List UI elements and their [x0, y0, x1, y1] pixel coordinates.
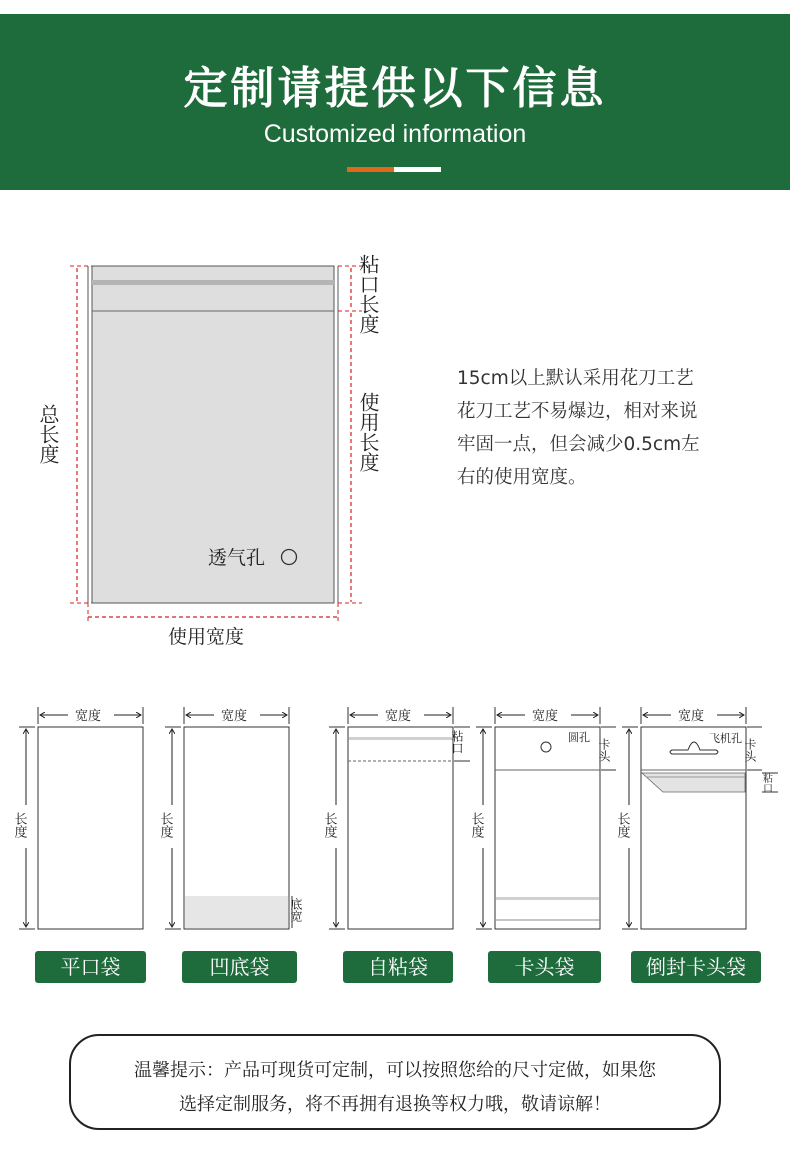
total-length-label: 总长度	[36, 404, 60, 464]
accent-bar-white	[394, 167, 441, 172]
page-subtitle: Customized information	[263, 120, 527, 148]
use-width-label: 使用宽度	[167, 626, 245, 648]
bag-header-length: 长度	[468, 812, 484, 838]
bag-gusset-length: 长度	[157, 812, 173, 838]
bag-type-label-reverse: 倒封卡头袋	[631, 951, 761, 983]
seal-length-label: 粘口长度	[356, 254, 380, 334]
tip-line-2: 选择定制服务，将不再拥有退换等权力哦，敬请谅解！	[179, 1094, 611, 1115]
bag-header-width: 宽度	[531, 709, 559, 724]
bag-reverse-width: 宽度	[677, 709, 705, 724]
bag-type-label-gusset: 凹底袋	[182, 951, 297, 983]
bag-self-seal-width: 宽度	[384, 709, 412, 724]
bag-reverse-seal-header	[615, 707, 779, 929]
bag-flat-length: 长度	[11, 812, 27, 838]
note-line: 15cm以上默认采用花刀工艺	[457, 368, 694, 389]
bag-gusset-width: 宽度	[220, 709, 248, 724]
note-line: 右的使用宽度。	[457, 467, 587, 488]
main-bag-diagram	[0, 240, 440, 660]
accent-bar-orange	[347, 167, 394, 172]
bag-type-label-self-seal: 自粘袋	[343, 951, 453, 983]
bag-self-seal	[322, 707, 471, 929]
bag-self-seal-length: 长度	[321, 812, 337, 838]
bag-flat-width: 宽度	[74, 709, 102, 724]
bag-gusset-bottom	[158, 707, 304, 929]
bag-type-label-flat: 平口袋	[35, 951, 146, 983]
bag-reverse-length: 长度	[614, 812, 630, 838]
bag-reverse-airplane-hole: 飞机孔	[709, 732, 742, 745]
bag-flat	[12, 707, 144, 929]
bag-gusset-bottom-width: 底宽	[289, 898, 303, 922]
round-hole-icon	[541, 742, 551, 752]
vent-hole-label: 透气孔	[208, 547, 266, 569]
header-banner	[0, 14, 790, 190]
seal-strip	[92, 280, 334, 285]
bag-self-seal-seal: 粘口	[450, 730, 464, 754]
bag-header-round-hole: 圆孔	[568, 731, 590, 744]
note-line: 花刀工艺不易爆边，相对来说	[457, 401, 698, 422]
warm-tip-box	[69, 1034, 721, 1130]
page-title: 定制请提供以下信息	[183, 63, 607, 114]
tip-line-1: 温馨提示：产品可现货可定制，可以按照您给的尺寸定做，如果您	[134, 1060, 656, 1081]
bag-reverse-seal-label: 粘口	[760, 773, 772, 793]
bag-header-card-label: 卡头	[597, 738, 611, 762]
bag-reverse-header-label: 卡头	[743, 738, 757, 762]
use-length-label: 使用长度	[356, 392, 380, 472]
bag-type-label-header: 卡头袋	[488, 951, 601, 983]
note-text	[457, 362, 757, 494]
note-line: 牢固一点，但会减少0.5cm左	[457, 434, 700, 455]
bag-header-card	[469, 707, 617, 929]
bag-types-diagrams	[0, 700, 790, 940]
